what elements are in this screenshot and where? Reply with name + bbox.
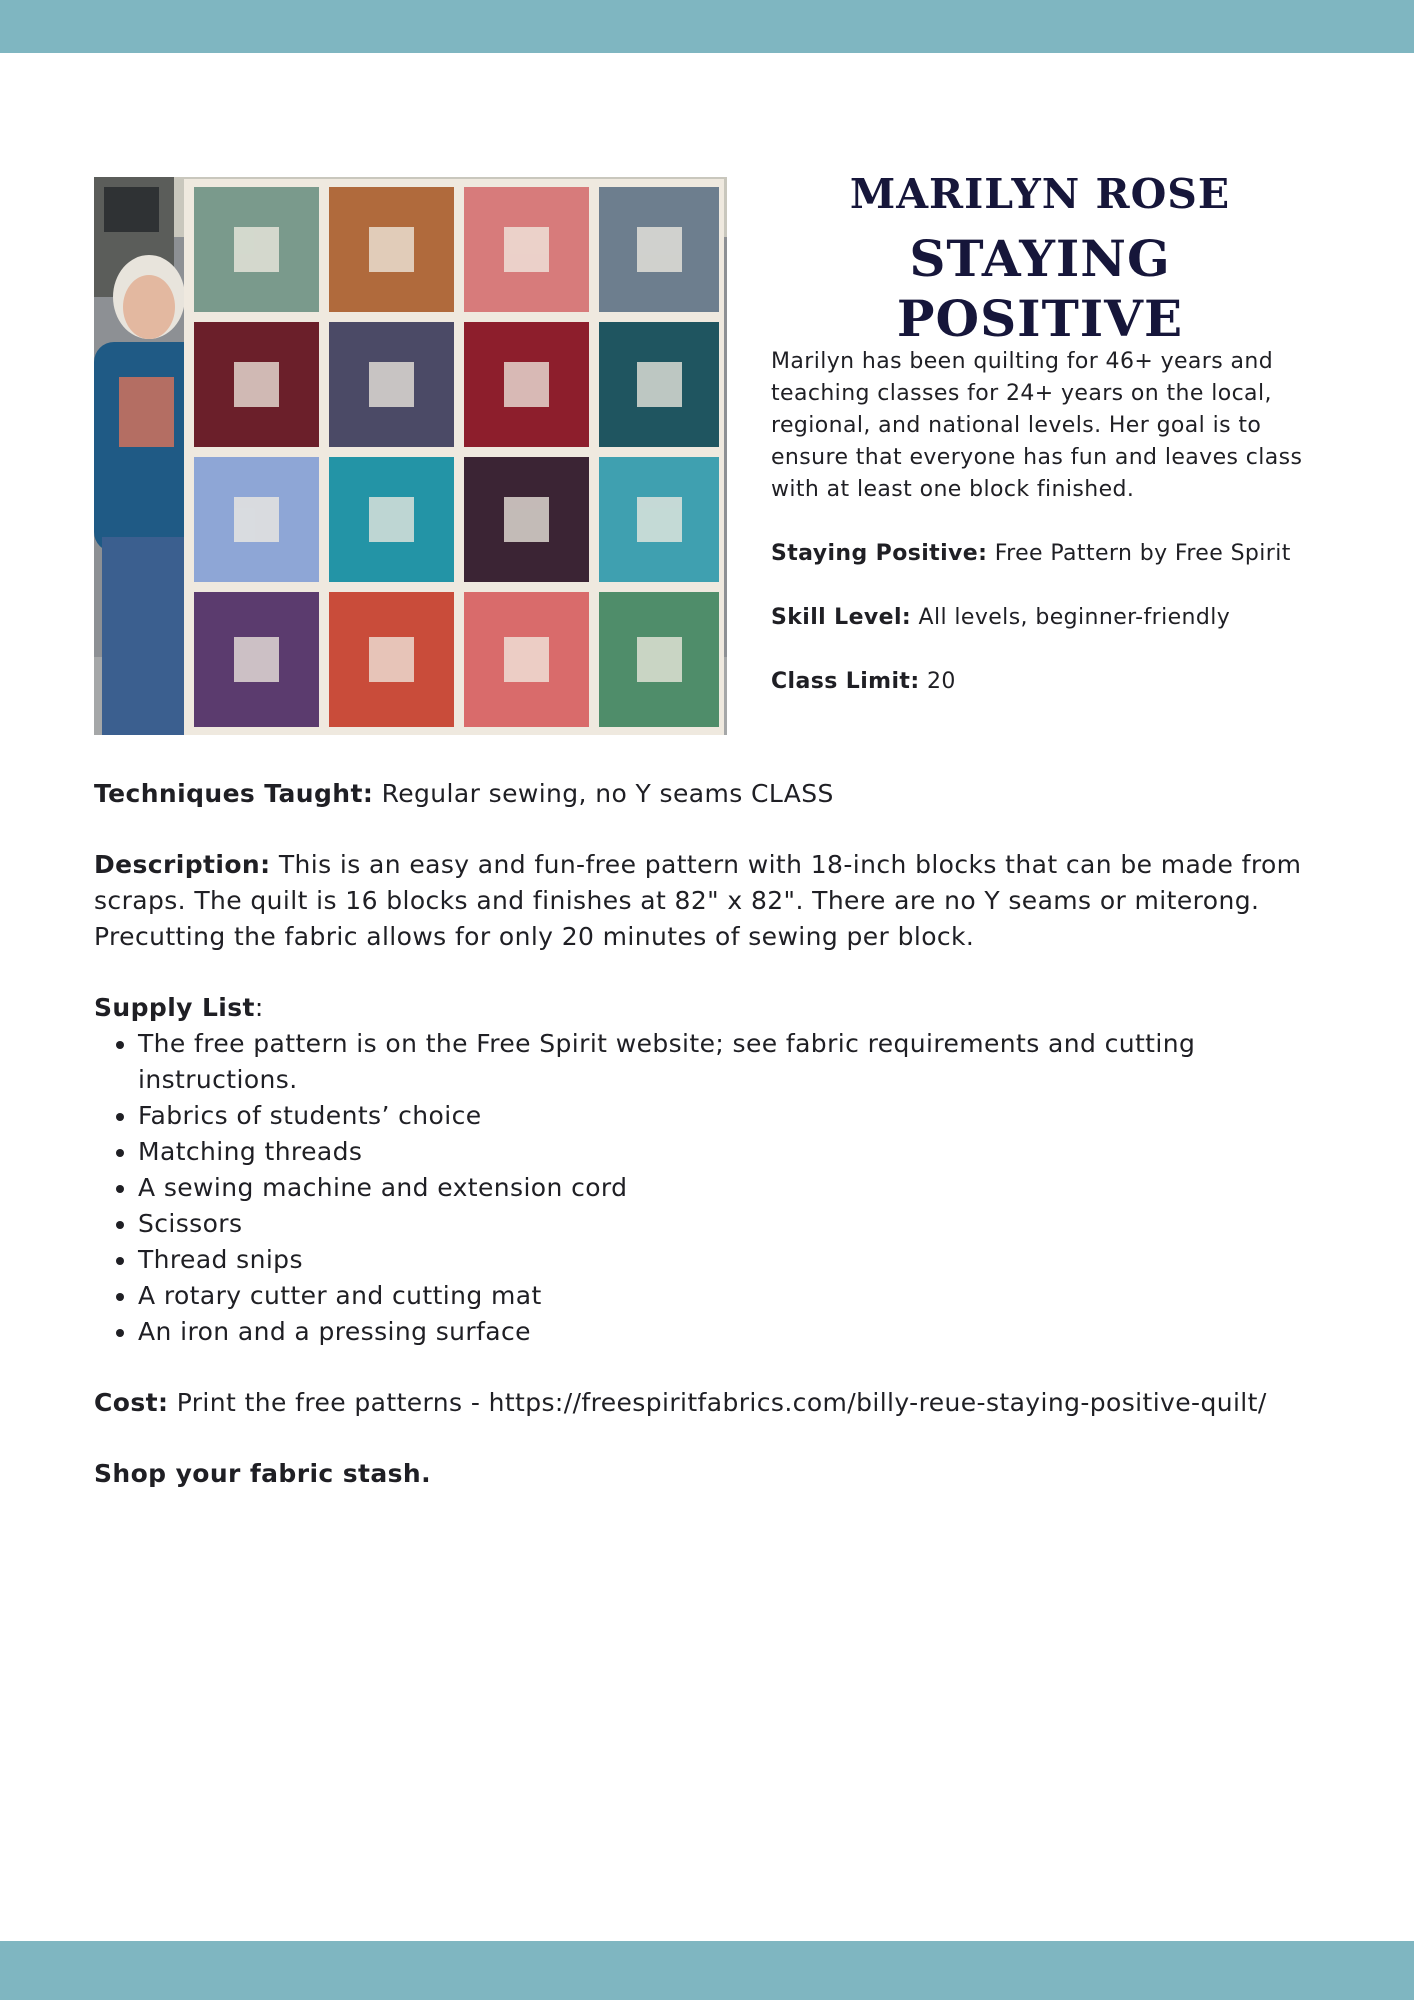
list-item: • Matching threads (138, 1134, 1320, 1170)
list-item: • Thread snips (138, 1242, 1320, 1278)
quilt-photo (94, 177, 727, 735)
list-item: • An iron and a pressing surface (138, 1314, 1320, 1350)
pattern-label: Staying Positive: (771, 541, 988, 566)
cost-label: Cost: (94, 1388, 169, 1417)
class-limit-value: 20 (926, 669, 956, 694)
class-title: STAYING POSITIVE (896, 229, 1184, 349)
class-limit (771, 666, 1316, 698)
quilt-blocks (184, 179, 724, 735)
class-summary (771, 346, 1316, 698)
list-item: • The free pattern is on the Free Spirit website; see fabric requirements and cutting instructions. (138, 1026, 1320, 1098)
class-limit-label: Class Limit: (771, 669, 920, 694)
supply-list (94, 1026, 1320, 1350)
list-item: • Scissors (138, 1206, 1320, 1242)
footer-note (94, 1456, 1320, 1492)
heading-block (760, 170, 1320, 349)
instructor-name: MARILYN ROSE (849, 170, 1231, 218)
pattern-info (771, 538, 1316, 570)
instructor-bio: Marilyn has been quilting for 46+ years and teaching classes for 24+ years on the local, regional, and national levels. Her goal is to ensure that everyone has fun and leaves class with at least one block finished. (771, 349, 1303, 502)
cost (94, 1385, 1320, 1421)
cost-value: Print the free patterns - https://freespiritfabrics.com/billy-reue-staying-positive-quilt/ (176, 1388, 1267, 1417)
quilt-illustration (94, 177, 727, 735)
description-label: Description: (94, 850, 271, 879)
skill-label: Skill Level: (771, 605, 912, 630)
skill-level (771, 602, 1316, 634)
techniques-label: Techniques Taught: (94, 779, 374, 808)
footer-note-text: Shop your fabric stash. (94, 1459, 432, 1488)
skill-value: All levels, beginner-friendly (918, 605, 1231, 630)
techniques-value: Regular sewing, no Y seams CLASS (381, 779, 834, 808)
list-item: • Fabrics of students’ choice (138, 1098, 1320, 1134)
class-details (94, 776, 1320, 1527)
techniques (94, 776, 1320, 812)
description-value: This is an easy and fun-free pattern with 18-inch blocks that can be made from scraps. The quilt is 16 blocks and finishes at 82" x 82". There are no Y seams or miterong. Precutting the fabric allows for only 20 minutes of sewing per block. (94, 850, 1302, 951)
list-item: • A rotary cutter and cutting mat (138, 1278, 1320, 1314)
supply-list-label: Supply List (94, 993, 255, 1022)
list-item: • A sewing machine and extension cord (138, 1170, 1320, 1206)
description (94, 847, 1320, 955)
top-band (0, 0, 1414, 53)
supply-list-heading: Supply List: (94, 993, 264, 1022)
bottom-band (0, 1941, 1414, 2000)
pattern-value: Free Pattern by Free Spirit (994, 541, 1291, 566)
